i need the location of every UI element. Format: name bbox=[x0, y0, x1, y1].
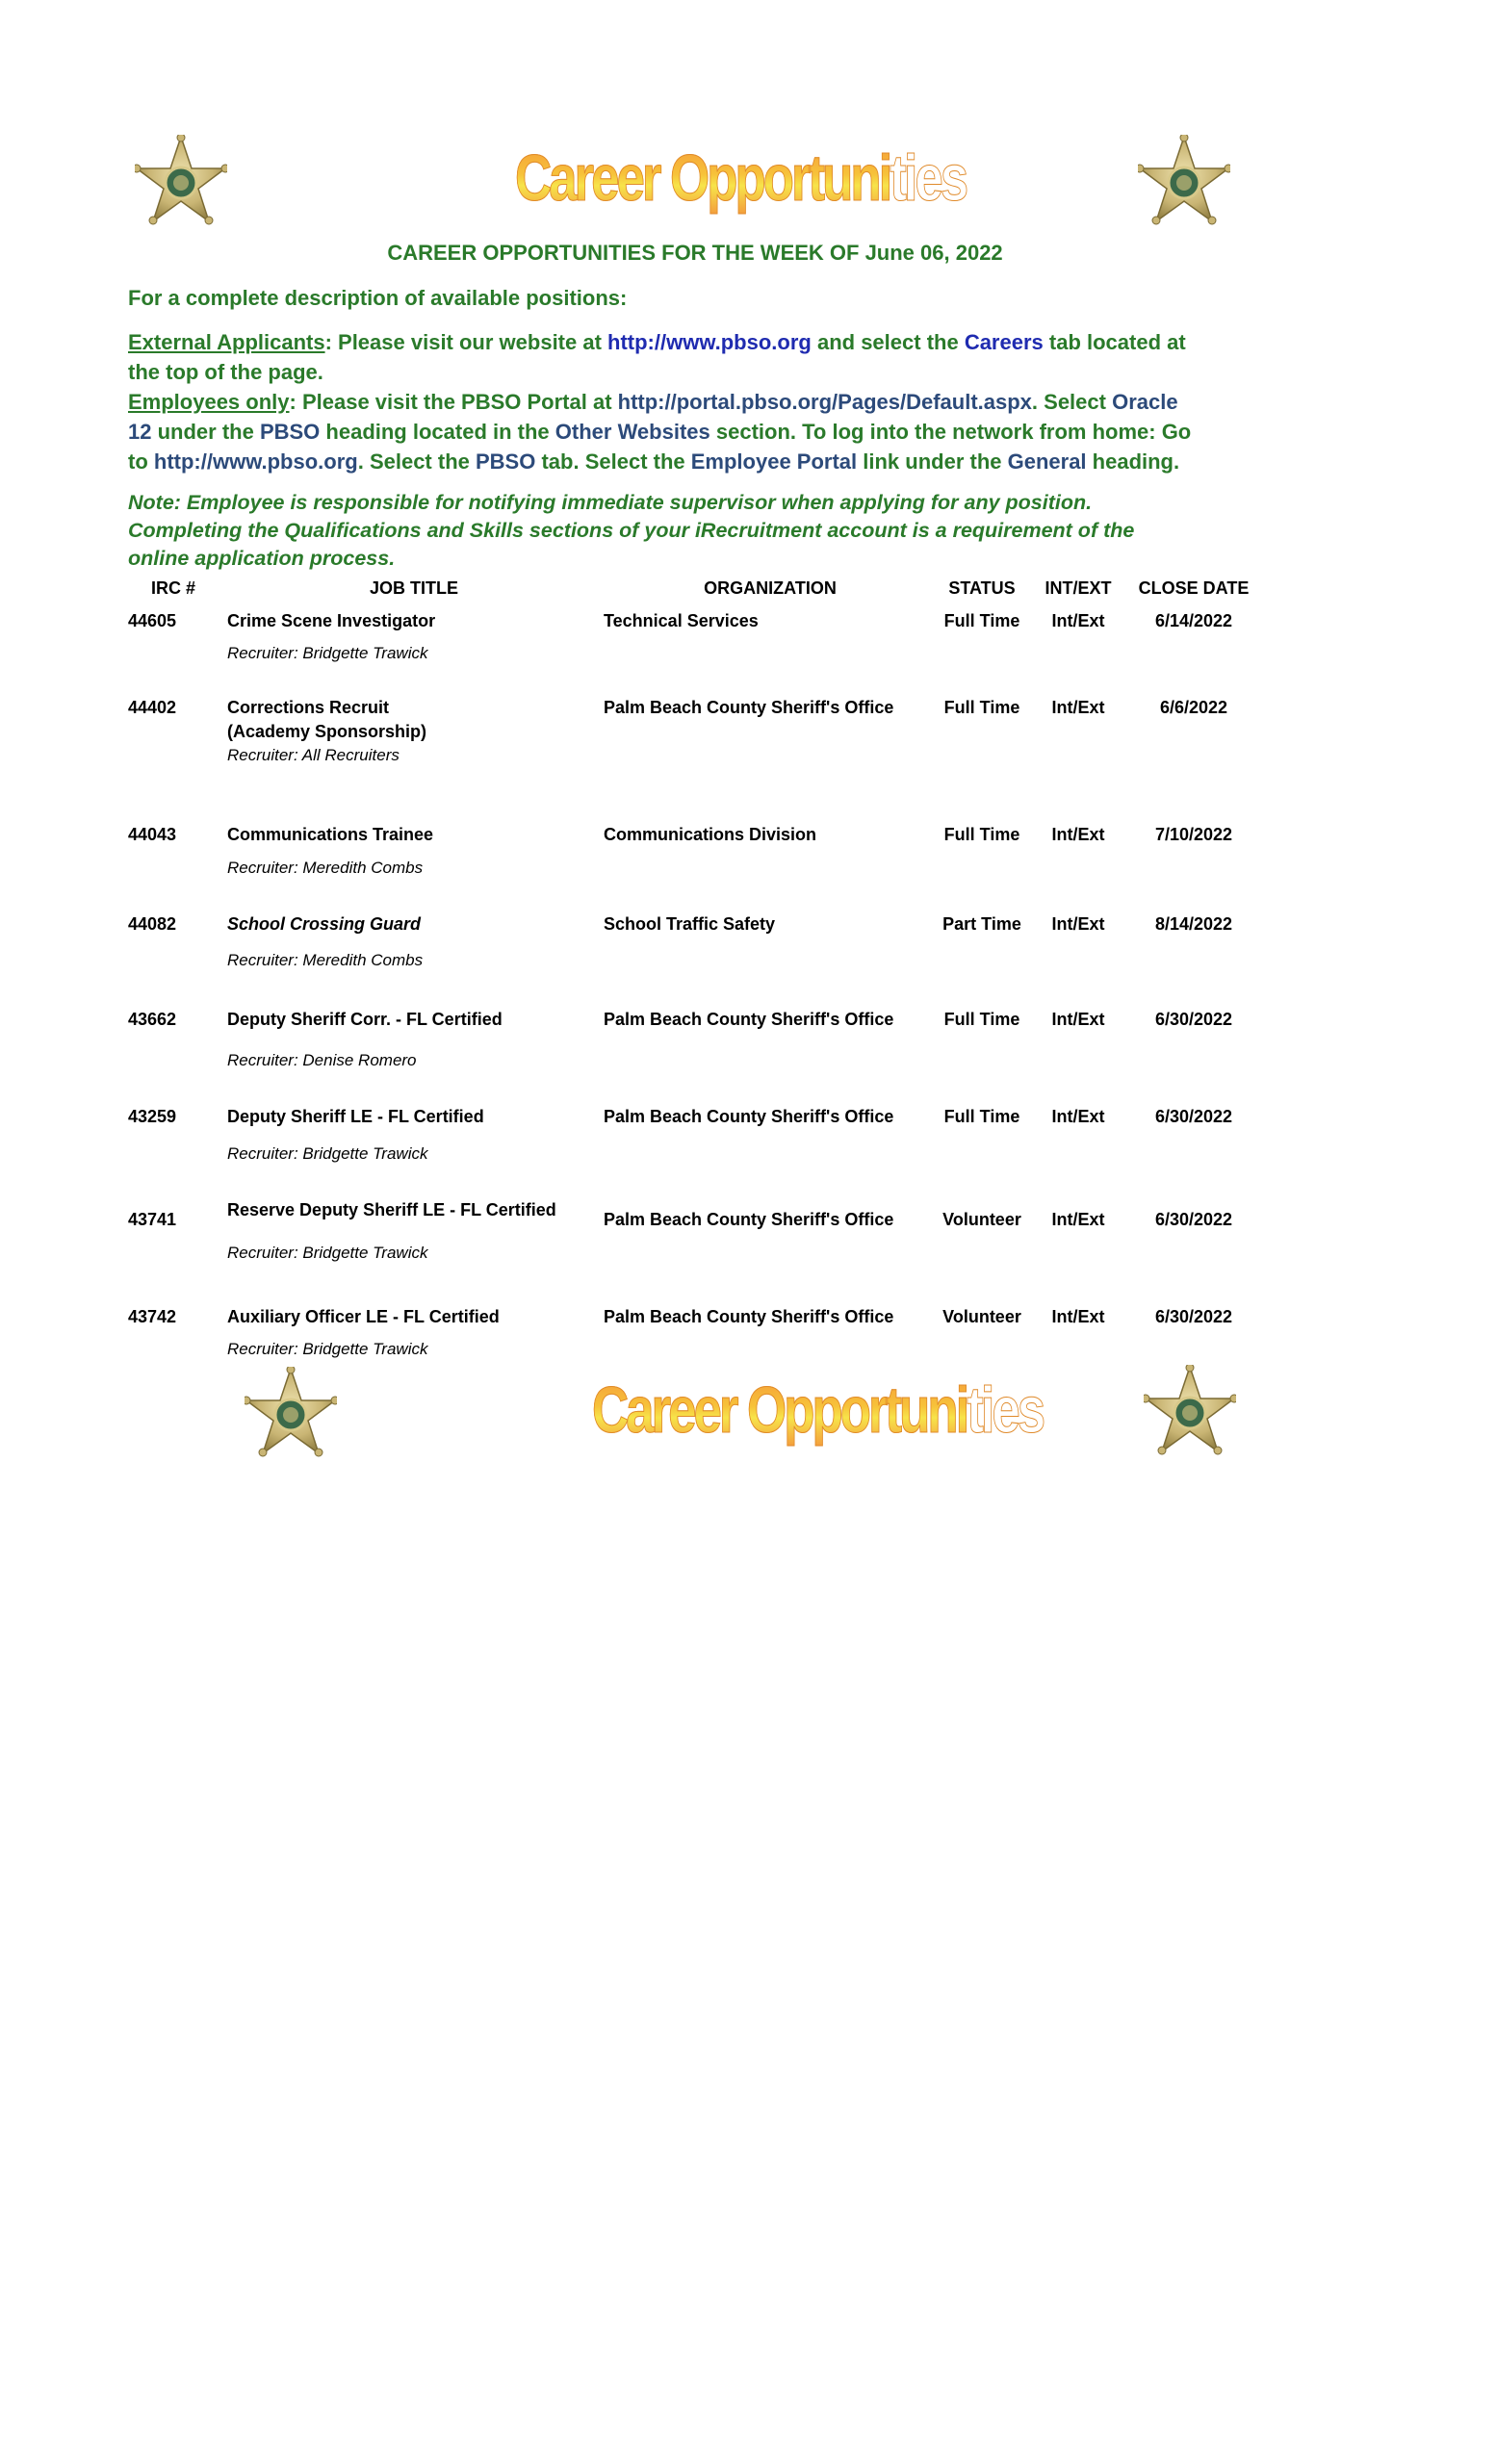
organization: Palm Beach County Sheriff's Office bbox=[604, 1210, 894, 1229]
irc-number: 44402 bbox=[128, 698, 177, 717]
job-title: Communications Trainee bbox=[227, 825, 434, 844]
int-ext: Int/Ext bbox=[1051, 1210, 1105, 1229]
employees-text: to bbox=[128, 449, 154, 474]
external-text: : Please visit our website at bbox=[324, 330, 608, 354]
int-ext: Int/Ext bbox=[1051, 611, 1105, 630]
status: Full Time bbox=[943, 611, 1020, 630]
close-date: 8/14/2022 bbox=[1154, 914, 1233, 934]
oracle-link[interactable]: Oracle bbox=[1112, 390, 1178, 414]
sheriff-star-badge-icon bbox=[1144, 1365, 1236, 1457]
job-title: School Crossing Guard bbox=[227, 914, 422, 934]
pbso-portal-link[interactable]: http://portal.pbso.org/Pages/Default.aspx bbox=[617, 390, 1032, 414]
close-date: 6/30/2022 bbox=[1154, 1210, 1233, 1229]
close-date: 6/14/2022 bbox=[1154, 611, 1233, 630]
status: Full Time bbox=[943, 698, 1020, 717]
recruiter: Recruiter: Meredith Combs bbox=[227, 859, 424, 877]
recruiter: Recruiter: Denise Romero bbox=[227, 1051, 417, 1069]
employees-text: section. To log into the network from home: Go bbox=[709, 420, 1192, 444]
header-irc: IRC # bbox=[150, 578, 195, 598]
oracle-version: 12 bbox=[128, 420, 152, 444]
employees-text: heading located in the bbox=[320, 420, 555, 444]
close-date: 6/30/2022 bbox=[1154, 1010, 1233, 1029]
organization: Palm Beach County Sheriff's Office bbox=[604, 1307, 894, 1326]
recruiter: Recruiter: Bridgette Trawick bbox=[227, 1340, 428, 1358]
header-organization: ORGANIZATION bbox=[704, 578, 837, 598]
employees-text: . Select bbox=[1031, 390, 1113, 414]
intro-lead: For a complete description of available positions: bbox=[128, 286, 628, 310]
recruiter: Recruiter: Bridgette Trawick bbox=[227, 644, 428, 662]
pbso-heading-ref: PBSO bbox=[259, 420, 321, 444]
irc-number: 44043 bbox=[128, 825, 177, 844]
employees-text: tab. Select the bbox=[535, 449, 691, 474]
job-title: Corrections Recruit bbox=[227, 698, 390, 717]
job-title: Reserve Deputy Sheriff LE - FL Certified bbox=[227, 1200, 556, 1219]
recruiter: Recruiter: Meredith Combs bbox=[227, 951, 424, 969]
recruiter: Recruiter: Bridgette Trawick bbox=[227, 1144, 428, 1163]
sheriff-star-badge-icon bbox=[1138, 135, 1230, 227]
int-ext: Int/Ext bbox=[1051, 698, 1105, 717]
note-line: Completing the Qualifications and Skills sections of your iRecruitment account is a requirement of the bbox=[128, 519, 1135, 542]
int-ext: Int/Ext bbox=[1051, 825, 1105, 844]
header-status: STATUS bbox=[948, 578, 1016, 598]
external-text: and select the bbox=[811, 330, 965, 354]
int-ext: Int/Ext bbox=[1051, 1010, 1105, 1029]
recruiter: Recruiter: All Recruiters bbox=[227, 746, 400, 764]
general-heading-ref: General bbox=[1007, 449, 1087, 474]
job-title: Deputy Sheriff Corr. - FL Certified bbox=[227, 1010, 503, 1029]
sheriff-star-badge-icon bbox=[245, 1367, 337, 1459]
job-title-line2: (Academy Sponsorship) bbox=[227, 722, 427, 741]
status: Full Time bbox=[943, 825, 1020, 844]
note-line: Note: Employee is responsible for notifying immediate supervisor when applying for any position. bbox=[128, 491, 1093, 514]
organization: Palm Beach County Sheriff's Office bbox=[604, 1010, 894, 1029]
irc-number: 43742 bbox=[128, 1307, 177, 1326]
banner-title: Career Opportunities bbox=[515, 141, 967, 215]
close-date: 6/30/2022 bbox=[1154, 1307, 1233, 1326]
banner-title-bottom: Career Opportunities bbox=[592, 1373, 1044, 1447]
status: Full Time bbox=[943, 1010, 1020, 1029]
external-text-line2: the top of the page. bbox=[128, 360, 323, 384]
employees-only-label: Employees only bbox=[128, 390, 290, 414]
status: Volunteer bbox=[942, 1307, 1021, 1326]
employees-text: heading. bbox=[1086, 449, 1180, 474]
pbso-website-link[interactable]: http://www.pbso.org bbox=[607, 330, 812, 354]
pbso-tab-ref: PBSO bbox=[476, 449, 536, 474]
week-heading: CAREER OPPORTUNITIES FOR THE WEEK OF June 06, 2022 bbox=[387, 241, 1003, 265]
employees-text: . Select the bbox=[357, 449, 476, 474]
organization: Palm Beach County Sheriff's Office bbox=[604, 698, 894, 717]
irc-number: 44605 bbox=[128, 611, 177, 630]
organization: Palm Beach County Sheriff's Office bbox=[604, 1107, 894, 1126]
organization: Communications Division bbox=[604, 825, 817, 844]
note-line: online application process. bbox=[128, 547, 396, 570]
job-title: Crime Scene Investigator bbox=[227, 611, 436, 630]
employees-only-paragraph bbox=[128, 387, 1360, 476]
irc-number: 43741 bbox=[128, 1210, 177, 1229]
employees-text: link under the bbox=[857, 449, 1008, 474]
employee-portal-link[interactable]: Employee Portal bbox=[690, 449, 858, 474]
pbso-website-link[interactable]: http://www.pbso.org bbox=[153, 449, 358, 474]
header-job-title: JOB TITLE bbox=[369, 578, 458, 598]
job-title: Auxiliary Officer LE - FL Certified bbox=[227, 1307, 500, 1326]
close-date: 6/30/2022 bbox=[1154, 1107, 1233, 1126]
header-close-date: CLOSE DATE bbox=[1138, 578, 1250, 598]
close-date: 6/6/2022 bbox=[1159, 698, 1228, 717]
application-note bbox=[128, 489, 1360, 573]
employees-text: : Please visit the PBSO Portal at bbox=[289, 390, 618, 414]
other-websites-ref: Other Websites bbox=[555, 420, 710, 444]
header-int-ext: INT/EXT bbox=[1045, 578, 1112, 598]
careers-tab-link[interactable]: Careers bbox=[964, 330, 1044, 354]
irc-number: 44082 bbox=[128, 914, 177, 934]
recruiter: Recruiter: Bridgette Trawick bbox=[227, 1244, 428, 1262]
employees-text: under the bbox=[151, 420, 260, 444]
int-ext: Int/Ext bbox=[1051, 1107, 1105, 1126]
external-text: tab located at bbox=[1043, 330, 1186, 354]
status: Volunteer bbox=[942, 1210, 1021, 1229]
sheriff-star-badge-icon bbox=[135, 135, 227, 227]
external-applicants-paragraph bbox=[128, 327, 1331, 387]
close-date: 7/10/2022 bbox=[1154, 825, 1233, 844]
status: Part Time bbox=[942, 914, 1021, 934]
irc-number: 43259 bbox=[128, 1107, 177, 1126]
status: Full Time bbox=[943, 1107, 1020, 1126]
irc-number: 43662 bbox=[128, 1010, 177, 1029]
organization: Technical Services bbox=[604, 611, 759, 630]
job-title: Deputy Sheriff LE - FL Certified bbox=[227, 1107, 484, 1126]
int-ext: Int/Ext bbox=[1051, 1307, 1105, 1326]
organization: School Traffic Safety bbox=[604, 914, 776, 934]
external-applicants-label: External Applicants bbox=[128, 330, 325, 354]
int-ext: Int/Ext bbox=[1051, 914, 1105, 934]
